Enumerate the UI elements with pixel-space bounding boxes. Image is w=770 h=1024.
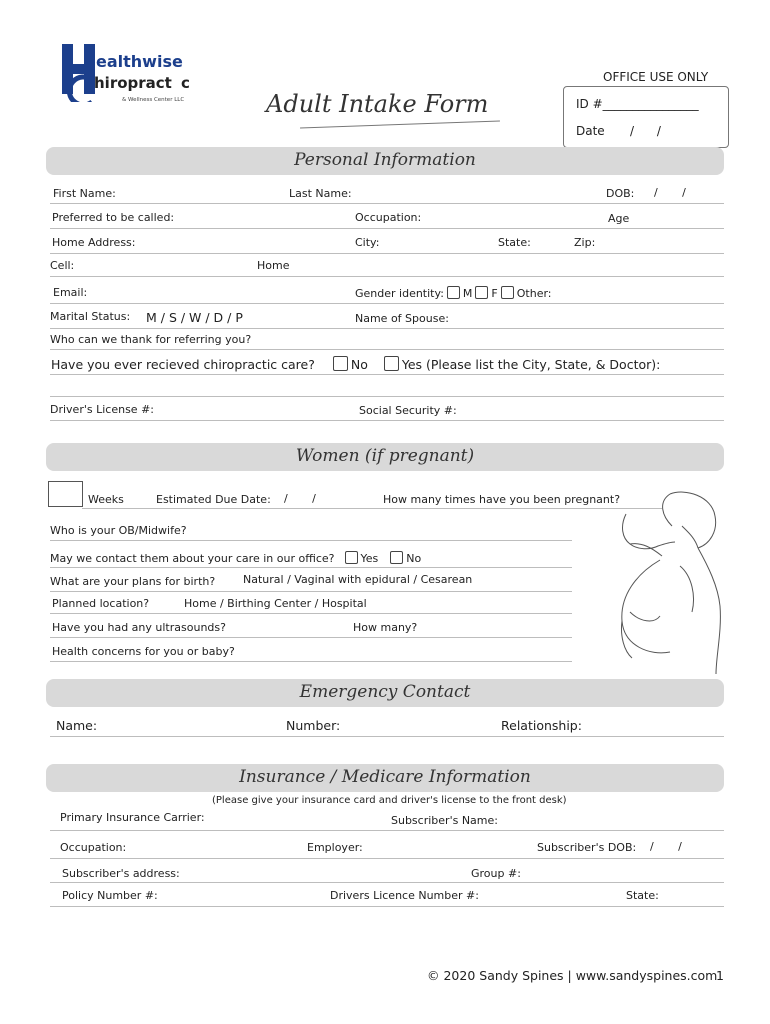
weeks-label: Weeks bbox=[88, 493, 124, 506]
insurance-section-title: Insurance / Medicare Information bbox=[239, 767, 531, 787]
referral-label: Who can we thank for referring you? bbox=[50, 333, 252, 346]
row-rule bbox=[50, 303, 724, 304]
row-rule bbox=[50, 613, 572, 614]
gender-identity-label: Gender identity: bbox=[355, 287, 444, 300]
last-name-label: Last Name: bbox=[289, 187, 352, 200]
row-rule bbox=[50, 540, 572, 541]
subscriber-address-label: Subscriber's address: bbox=[62, 867, 180, 880]
row-rule bbox=[50, 396, 724, 397]
weeks-input-box[interactable] bbox=[48, 481, 83, 507]
license-label: Driver's License #: bbox=[50, 403, 154, 416]
row-rule bbox=[50, 637, 572, 638]
emergency-name-label: Name: bbox=[56, 718, 98, 733]
footer-text: © 2020 Sandy Spines | www.sandyspines.com bbox=[427, 968, 718, 983]
due-date-label: Estimated Due Date: bbox=[156, 493, 271, 506]
row-rule bbox=[50, 253, 724, 254]
city-label: City: bbox=[355, 236, 380, 249]
times-pregnant-label: How many times have you been pregnant? bbox=[383, 493, 621, 506]
row-rule bbox=[50, 276, 724, 277]
contact-question bbox=[50, 551, 421, 565]
group-label: Group #: bbox=[471, 867, 521, 880]
emergency-number-label: Number: bbox=[286, 718, 341, 733]
policy-label: Policy Number #: bbox=[62, 889, 158, 902]
personal-section-bar bbox=[46, 147, 724, 175]
first-name-label: First Name: bbox=[53, 187, 116, 200]
logo-tagline: & Wellness Center LLC bbox=[122, 97, 185, 103]
emergency-relationship-label: Relationship: bbox=[501, 718, 582, 733]
carrier-label: Primary Insurance Carrier: bbox=[60, 811, 205, 824]
contact-question-label: May we contact them about your care in our office? bbox=[50, 552, 335, 565]
due-date-slashes[interactable]: / / bbox=[284, 492, 316, 505]
chiro-yes-checkbox[interactable] bbox=[384, 356, 399, 371]
insurance-section-bar bbox=[46, 764, 724, 792]
row-rule bbox=[50, 906, 724, 907]
insurance-note: (Please give your insurance card and driver's license to the front desk) bbox=[212, 795, 567, 806]
personal-section-title: Personal Information bbox=[294, 150, 476, 170]
title-underline bbox=[300, 121, 500, 129]
subscriber-dob-slashes: / / bbox=[650, 840, 682, 853]
contact-yes-checkbox[interactable] bbox=[345, 551, 358, 564]
row-rule bbox=[50, 830, 724, 831]
row-rule bbox=[50, 328, 724, 329]
chiro-yes-label: Yes (Please list the City, State, & Doctor): bbox=[401, 357, 661, 372]
ultrasound-label: Have you had any ultrasounds? bbox=[52, 621, 226, 634]
plans-label: What are your plans for birth? bbox=[50, 575, 216, 588]
zip-label: Zip: bbox=[574, 236, 596, 249]
row-rule bbox=[50, 374, 724, 375]
gender-label bbox=[355, 286, 552, 300]
dob-slashes: / / bbox=[654, 186, 686, 199]
gender-m-checkbox[interactable] bbox=[447, 286, 460, 299]
row-rule bbox=[50, 736, 724, 737]
row-rule bbox=[50, 591, 572, 592]
ins-state-label: State: bbox=[626, 889, 659, 902]
gender-other-label: Other: bbox=[516, 287, 552, 300]
how-many-label: How many? bbox=[353, 621, 418, 634]
ins-occupation-label: Occupation: bbox=[60, 841, 127, 854]
preferred-label: Preferred to be called: bbox=[52, 211, 175, 224]
row-rule bbox=[50, 349, 724, 350]
marital-options[interactable]: M / S / W / D / P bbox=[146, 310, 243, 325]
concerns-label: Health concerns for you or baby? bbox=[52, 645, 235, 658]
age-label: Age bbox=[608, 212, 630, 225]
plans-options[interactable]: Natural / Vaginal with epidural / Cesarean bbox=[243, 573, 473, 586]
ob-label: Who is your OB/Midwife? bbox=[50, 524, 187, 537]
row-rule bbox=[50, 228, 724, 229]
dob-label: DOB: bbox=[606, 187, 635, 200]
location-label: Planned location? bbox=[52, 597, 150, 610]
emergency-section-title: Emergency Contact bbox=[299, 682, 471, 702]
row-rule bbox=[82, 508, 662, 509]
row-rule bbox=[50, 567, 572, 568]
subscriber-name-label: Subscriber's Name: bbox=[391, 814, 498, 827]
logo-line3: c bbox=[181, 74, 190, 92]
marital-label: Marital Status: bbox=[50, 310, 131, 323]
page-number: 1 bbox=[716, 968, 724, 983]
cell-label: Cell: bbox=[50, 259, 75, 272]
office-use-box bbox=[563, 86, 729, 148]
home-address-label: Home Address: bbox=[52, 236, 136, 249]
gender-other-checkbox[interactable] bbox=[501, 286, 514, 299]
row-rule bbox=[50, 420, 724, 421]
row-rule bbox=[50, 203, 724, 204]
home-phone-label: Home bbox=[257, 259, 290, 272]
row-rule bbox=[50, 858, 724, 859]
ssn-label: Social Security #: bbox=[359, 404, 457, 417]
chiro-no-checkbox[interactable] bbox=[333, 356, 348, 371]
gender-f-label: F bbox=[491, 287, 498, 300]
email-label: Email: bbox=[53, 286, 88, 299]
pregnant-silhouette-icon bbox=[600, 486, 730, 676]
row-rule bbox=[50, 882, 724, 883]
office-date-field[interactable]: / / bbox=[630, 124, 661, 138]
contact-no-checkbox[interactable] bbox=[390, 551, 403, 564]
occupation-label: Occupation: bbox=[355, 211, 422, 224]
state-label: State: bbox=[498, 236, 531, 249]
logo-line1: ealthwise bbox=[96, 52, 183, 71]
employer-label: Employer: bbox=[307, 841, 363, 854]
location-options[interactable]: Home / Birthing Center / Hospital bbox=[184, 597, 367, 610]
gender-f-checkbox[interactable] bbox=[475, 286, 488, 299]
drivers-licence-label: Drivers Licence Number #: bbox=[330, 889, 479, 902]
form-title: Adult Intake Form bbox=[266, 90, 489, 118]
spouse-label: Name of Spouse: bbox=[355, 312, 449, 325]
contact-no-label: No bbox=[406, 552, 422, 565]
chiro-question-label: Have you ever recieved chiropractic care? bbox=[51, 357, 315, 372]
women-section-bar bbox=[46, 443, 724, 471]
logo bbox=[62, 42, 212, 112]
women-section-title: Women (if pregnant) bbox=[295, 446, 475, 466]
logo-line2: hiropract bbox=[94, 74, 172, 92]
office-date-label: Date bbox=[576, 124, 605, 138]
chiro-no-label: No bbox=[350, 357, 368, 372]
row-rule bbox=[50, 661, 572, 662]
contact-yes-label: Yes bbox=[360, 552, 379, 565]
gender-m-label: M bbox=[462, 287, 473, 300]
emergency-section-bar bbox=[46, 679, 724, 707]
office-id-field[interactable]: ID #________________ bbox=[576, 97, 699, 111]
subscriber-dob-label: Subscriber's DOB: bbox=[537, 841, 637, 854]
chiro-question bbox=[51, 356, 660, 372]
office-use-label: OFFICE USE ONLY bbox=[603, 70, 709, 84]
